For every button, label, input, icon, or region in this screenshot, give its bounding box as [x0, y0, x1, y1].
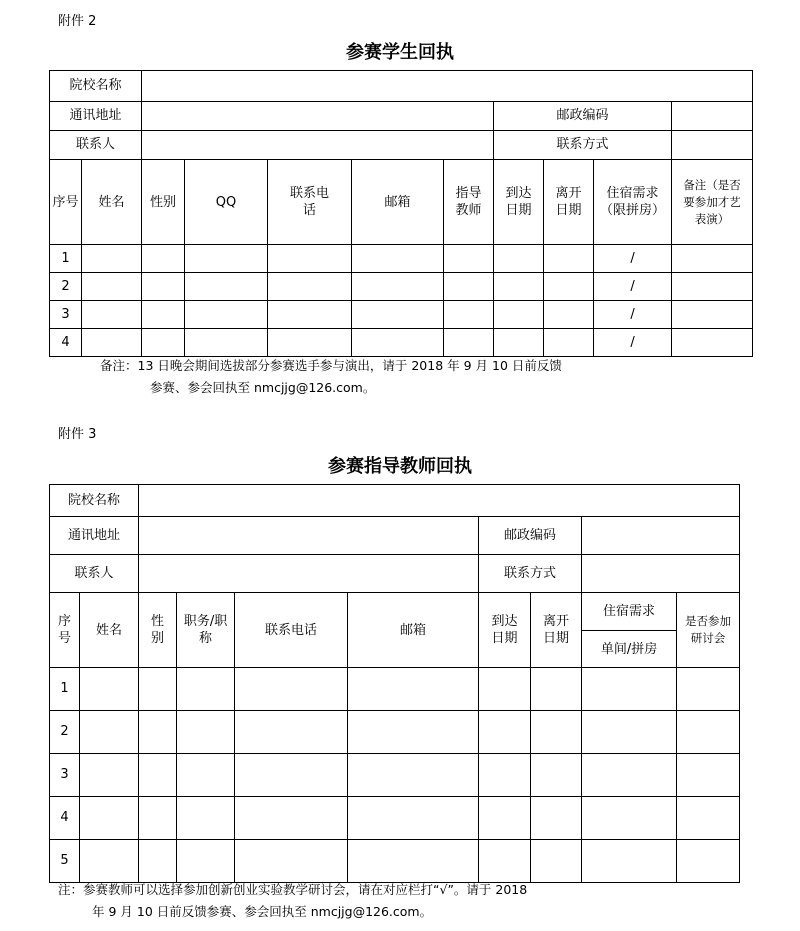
school-name-field[interactable] — [139, 485, 740, 517]
col-name: 姓名 — [80, 593, 139, 668]
col-gender: 性别 — [142, 160, 185, 245]
cell[interactable] — [142, 245, 185, 273]
cell[interactable] — [142, 329, 185, 357]
student-receipt-table — [49, 70, 753, 357]
cell[interactable] — [479, 797, 531, 840]
cell[interactable] — [677, 711, 740, 754]
col-phone: 联系电话 — [268, 160, 352, 245]
cell[interactable] — [677, 797, 740, 840]
attachment-2-label: 附件 2 — [58, 14, 97, 29]
col-arrive-date: 到达日期 — [479, 593, 531, 668]
cell[interactable] — [494, 273, 544, 301]
lodging-slash[interactable]: / — [594, 245, 672, 273]
cell[interactable] — [531, 840, 582, 883]
cell[interactable] — [185, 273, 268, 301]
cell[interactable] — [582, 668, 677, 711]
cell[interactable] — [235, 711, 348, 754]
contact-person-field[interactable] — [139, 555, 479, 593]
col-phone: 联系电话 — [235, 593, 348, 668]
cell[interactable] — [531, 668, 582, 711]
lodging-slash[interactable]: / — [594, 273, 672, 301]
cell[interactable] — [268, 273, 352, 301]
school-name-field[interactable] — [142, 71, 753, 102]
cell[interactable] — [348, 754, 479, 797]
cell[interactable] — [348, 668, 479, 711]
cell[interactable] — [80, 840, 139, 883]
student-note-line-1: 备注：13 日晚会期间选拔部分参赛选手参与演出，请于 2018 年 9 月 10 日前反馈 — [100, 358, 562, 373]
row-seq: 4 — [50, 797, 80, 840]
cell[interactable] — [80, 754, 139, 797]
col-arrive-date: 到达日期 — [494, 160, 544, 245]
contact-person-field[interactable] — [142, 131, 494, 160]
col-seminar: 是否参加研讨会 — [677, 593, 740, 668]
cell[interactable] — [139, 797, 177, 840]
contact-method-label: 联系方式 — [494, 131, 672, 160]
cell[interactable] — [582, 754, 677, 797]
cell[interactable] — [139, 711, 177, 754]
school-name-label: 院校名称 — [50, 485, 139, 517]
cell[interactable] — [82, 245, 142, 273]
col-lodging-sub: 单间/拼房 — [582, 631, 677, 668]
cell[interactable] — [82, 273, 142, 301]
cell[interactable] — [80, 668, 139, 711]
row-seq: 1 — [50, 668, 80, 711]
cell[interactable] — [672, 245, 753, 273]
col-seq: 序号 — [50, 593, 80, 668]
teacher-note-line-2: 年 9 月 10 日前反馈参赛、参会回执至 nmcjjg@126.com。 — [92, 904, 433, 919]
cell[interactable] — [479, 754, 531, 797]
cell[interactable] — [268, 245, 352, 273]
cell[interactable] — [479, 840, 531, 883]
col-email: 邮箱 — [348, 593, 479, 668]
cell[interactable] — [352, 273, 444, 301]
cell[interactable] — [177, 711, 235, 754]
cell[interactable] — [185, 245, 268, 273]
cell[interactable] — [444, 273, 494, 301]
cell[interactable] — [352, 245, 444, 273]
col-gender: 性别 — [139, 593, 177, 668]
row-seq: 3 — [50, 301, 82, 329]
col-remark: 备注（是否要参加才艺表演） — [672, 160, 753, 245]
teacher-receipt-table — [49, 484, 740, 883]
row-seq: 1 — [50, 245, 82, 273]
address-field[interactable] — [139, 517, 479, 555]
postcode-label: 邮政编码 — [494, 102, 672, 131]
cell[interactable] — [177, 797, 235, 840]
cell[interactable] — [444, 301, 494, 329]
postcode-label: 邮政编码 — [479, 517, 582, 555]
lodging-slash[interactable]: / — [594, 329, 672, 357]
cell[interactable] — [444, 329, 494, 357]
cell[interactable] — [479, 668, 531, 711]
postcode-field[interactable] — [672, 102, 753, 131]
row-seq: 4 — [50, 329, 82, 357]
col-email: 邮箱 — [352, 160, 444, 245]
contact-method-label: 联系方式 — [479, 555, 582, 593]
cell[interactable] — [677, 840, 740, 883]
cell[interactable] — [235, 840, 348, 883]
cell[interactable] — [235, 668, 348, 711]
address-label: 通讯地址 — [50, 102, 142, 131]
cell[interactable] — [268, 301, 352, 329]
postcode-field[interactable] — [582, 517, 740, 555]
teacher-form-title: 参赛指导教师回执 — [328, 456, 472, 477]
cell[interactable] — [494, 329, 544, 357]
col-leave-date: 离开日期 — [544, 160, 594, 245]
cell[interactable] — [531, 754, 582, 797]
cell[interactable] — [177, 668, 235, 711]
cell[interactable] — [139, 668, 177, 711]
contact-method-field[interactable] — [582, 555, 740, 593]
cell[interactable] — [185, 301, 268, 329]
cell[interactable] — [544, 301, 594, 329]
cell[interactable] — [582, 797, 677, 840]
contact-method-field[interactable] — [672, 131, 753, 160]
cell[interactable] — [677, 668, 740, 711]
cell[interactable] — [352, 329, 444, 357]
cell[interactable] — [235, 754, 348, 797]
lodging-slash[interactable]: / — [594, 301, 672, 329]
cell[interactable] — [235, 797, 348, 840]
cell[interactable] — [177, 840, 235, 883]
school-name-label: 院校名称 — [50, 71, 142, 102]
cell[interactable] — [677, 754, 740, 797]
col-leave-date: 离开日期 — [531, 593, 582, 668]
row-seq: 5 — [50, 840, 80, 883]
cell[interactable] — [544, 273, 594, 301]
cell[interactable] — [494, 301, 544, 329]
row-seq: 2 — [50, 273, 82, 301]
cell[interactable] — [82, 329, 142, 357]
student-form-title: 参赛学生回执 — [346, 42, 454, 63]
cell[interactable] — [348, 711, 479, 754]
cell[interactable] — [672, 301, 753, 329]
cell[interactable] — [142, 301, 185, 329]
col-seq: 序号 — [50, 160, 82, 245]
col-name: 姓名 — [82, 160, 142, 245]
cell[interactable] — [82, 301, 142, 329]
cell[interactable] — [672, 273, 753, 301]
cell[interactable] — [544, 329, 594, 357]
teacher-note-line-1: 注：参赛教师可以选择参加创新创业实验教学研讨会，请在对应栏打“√”。请于 2018 — [58, 882, 528, 897]
cell[interactable] — [544, 245, 594, 273]
col-lodging: 住宿需求（限拼房） — [594, 160, 672, 245]
cell[interactable] — [348, 797, 479, 840]
col-title: 职务/职称 — [177, 593, 235, 668]
cell[interactable] — [139, 754, 177, 797]
col-qq: QQ — [185, 160, 268, 245]
cell[interactable] — [80, 711, 139, 754]
cell[interactable] — [348, 840, 479, 883]
cell[interactable] — [479, 711, 531, 754]
cell[interactable] — [444, 245, 494, 273]
cell[interactable] — [268, 329, 352, 357]
contact-person-label: 联系人 — [50, 131, 142, 160]
attachment-3-label: 附件 3 — [58, 427, 97, 442]
address-field[interactable] — [142, 102, 494, 131]
contact-person-label: 联系人 — [50, 555, 139, 593]
cell[interactable] — [352, 301, 444, 329]
cell[interactable] — [672, 329, 753, 357]
row-seq: 3 — [50, 754, 80, 797]
student-note-line-2: 参赛、参会回执至 nmcjjg@126.com。 — [150, 380, 376, 395]
cell[interactable] — [582, 711, 677, 754]
cell[interactable] — [185, 329, 268, 357]
cell[interactable] — [142, 273, 185, 301]
cell[interactable] — [531, 711, 582, 754]
row-seq: 2 — [50, 711, 80, 754]
col-teacher: 指导教师 — [444, 160, 494, 245]
cell[interactable] — [494, 245, 544, 273]
cell[interactable] — [80, 797, 139, 840]
cell[interactable] — [531, 797, 582, 840]
address-label: 通讯地址 — [50, 517, 139, 555]
cell[interactable] — [582, 840, 677, 883]
col-lodging: 住宿需求 — [582, 593, 677, 631]
cell[interactable] — [139, 840, 177, 883]
cell[interactable] — [177, 754, 235, 797]
